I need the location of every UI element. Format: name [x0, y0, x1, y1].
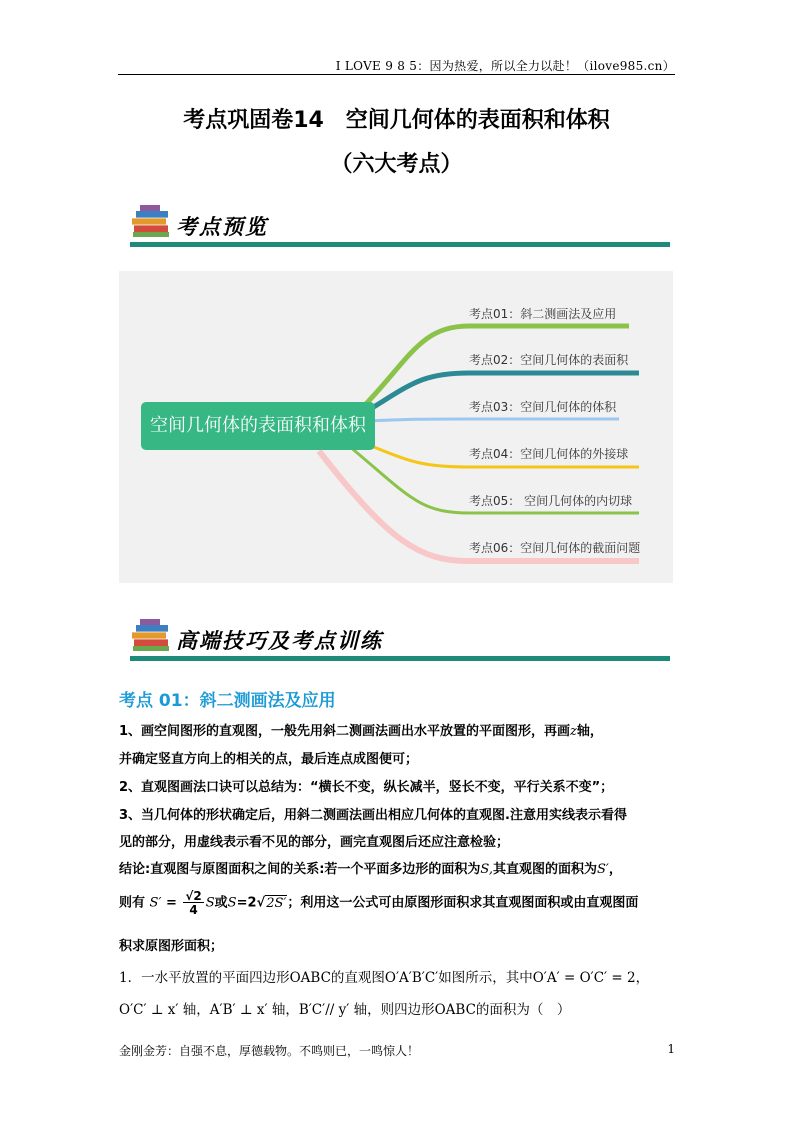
page-header-text: I LOVE 9 8 5：因为热爱，所以全力以赴！（ilove985.cn） — [335, 59, 675, 73]
footer-motto: 金刚金芳：自强不息，厚德载物。不鸣则已，一鸣惊人！ — [119, 1044, 420, 1058]
kd01-p6b: 其直观图的面积为 — [492, 862, 597, 877]
mindmap-node-06: 考点06：空间几何体的截面问题 — [469, 541, 641, 555]
branch-03 — [369, 419, 619, 421]
section-training-bar — [130, 656, 670, 661]
question-1-line-2: O′C′ ⊥ x′ 轴，A′B′ ⊥ x′ 轴，B′C′// y′ 轴，则四边形OABC的面积为（ ） — [119, 1002, 571, 1018]
kd01-para-7: 则有 S′ = $\frac{√2}{4}$ S或S=2√2S′；利用这一公式可由原图形面积求其直观图面积或由直观图面 — [119, 889, 639, 917]
mindmap-node-01: 考点01：斜二测画法及应用 — [469, 307, 617, 321]
kd01-p6a: 结论:直观图与原图面积之间的关系:若一个平面多边形的面积为 — [119, 862, 481, 877]
kd01-title: 考点 01：斜二测画法及应用 — [119, 691, 336, 711]
kd01-para-4: 3、当几何体的形状确定后，用斜二测画法画出相应几何体的直观图.注意用实线表示看得 — [119, 808, 627, 823]
page-number: 1 — [667, 1042, 675, 1056]
books-icon — [130, 203, 172, 239]
kd01-frac-num: √2 — [185, 889, 202, 903]
mindmap-node-03: 考点03：空间几何体的体积 — [469, 400, 617, 414]
kd01-p1b: 轴， — [576, 724, 603, 739]
kd01-para-1 — [119, 720, 675, 739]
kd01-para-3: 2、直观图画法口诀可以总结为：“横长不变，纵长减半，竖长不变，平行关系不变”； — [119, 780, 614, 795]
kd01-p1a: 1、画空间图形的直观图，一般先用斜二测画法画出水平放置的平面图形，再画 — [119, 724, 571, 739]
question-1-line-1: 1．一水平放置的平面四边形OABC的直观图O′A′B′C′如图所示，其中O′A′ = O′C′ = 2， — [119, 970, 650, 986]
page-subtitle: （六大考点） — [330, 152, 463, 177]
section-preview-title: 考点预览 — [176, 214, 268, 239]
kd01-p7eq2: =2 — [236, 895, 257, 911]
kd01-p7s: S — [205, 895, 215, 911]
section-preview-header — [130, 203, 670, 247]
kd01-frac-den: 4 — [189, 903, 198, 917]
mindmap-node-02: 考点02：空间几何体的表面积 — [469, 353, 629, 367]
header-divider — [118, 74, 675, 75]
section-training-title: 高端技巧及考点训练 — [176, 628, 383, 653]
kd01-para-8: 积求原图形面积； — [119, 939, 224, 954]
kd01-p7s2: S — [227, 895, 237, 911]
kd01-p7sp: S′ — [149, 895, 162, 911]
section-preview-bar — [130, 242, 670, 247]
mindmap-node-04: 考点04：空间几何体的外接球 — [469, 447, 629, 461]
kd01-p6c: ， — [608, 862, 622, 877]
kd01-para-2: 并确定竖直方向上的相关的点，最后连点成图便可； — [119, 752, 419, 767]
mindmap — [119, 271, 673, 583]
kd01-p6s: S, — [480, 862, 493, 877]
books-icon — [130, 617, 172, 653]
kd01-p7eq: = — [165, 895, 177, 911]
kd01-p7b: ；利用这一公式可由原图形面积求其直观图面积或由直观图面 — [287, 895, 639, 911]
kd01-p7a: 则有 — [119, 895, 146, 911]
kd01-para-5: 见的部分，用虚线表示看不见的部分，画完直观图后还应注意检验； — [119, 835, 510, 850]
kd01-p7rad: 2S′ — [266, 895, 287, 911]
kd01-p7or: 或 — [214, 895, 228, 911]
kd01-p1z: z — [570, 724, 577, 739]
section-training-header — [130, 617, 670, 661]
page-title: 考点巩固卷14 空间几何体的表面积和体积 — [183, 108, 610, 133]
kd01-p6sp: S′ — [597, 862, 609, 877]
kd01-para-6 — [119, 858, 675, 877]
mindmap-root: 空间几何体的表面积和体积 — [141, 402, 375, 450]
mindmap-node-05: 考点05： 空间几何体的内切球 — [469, 494, 633, 508]
kd01-fraction — [183, 890, 203, 916]
